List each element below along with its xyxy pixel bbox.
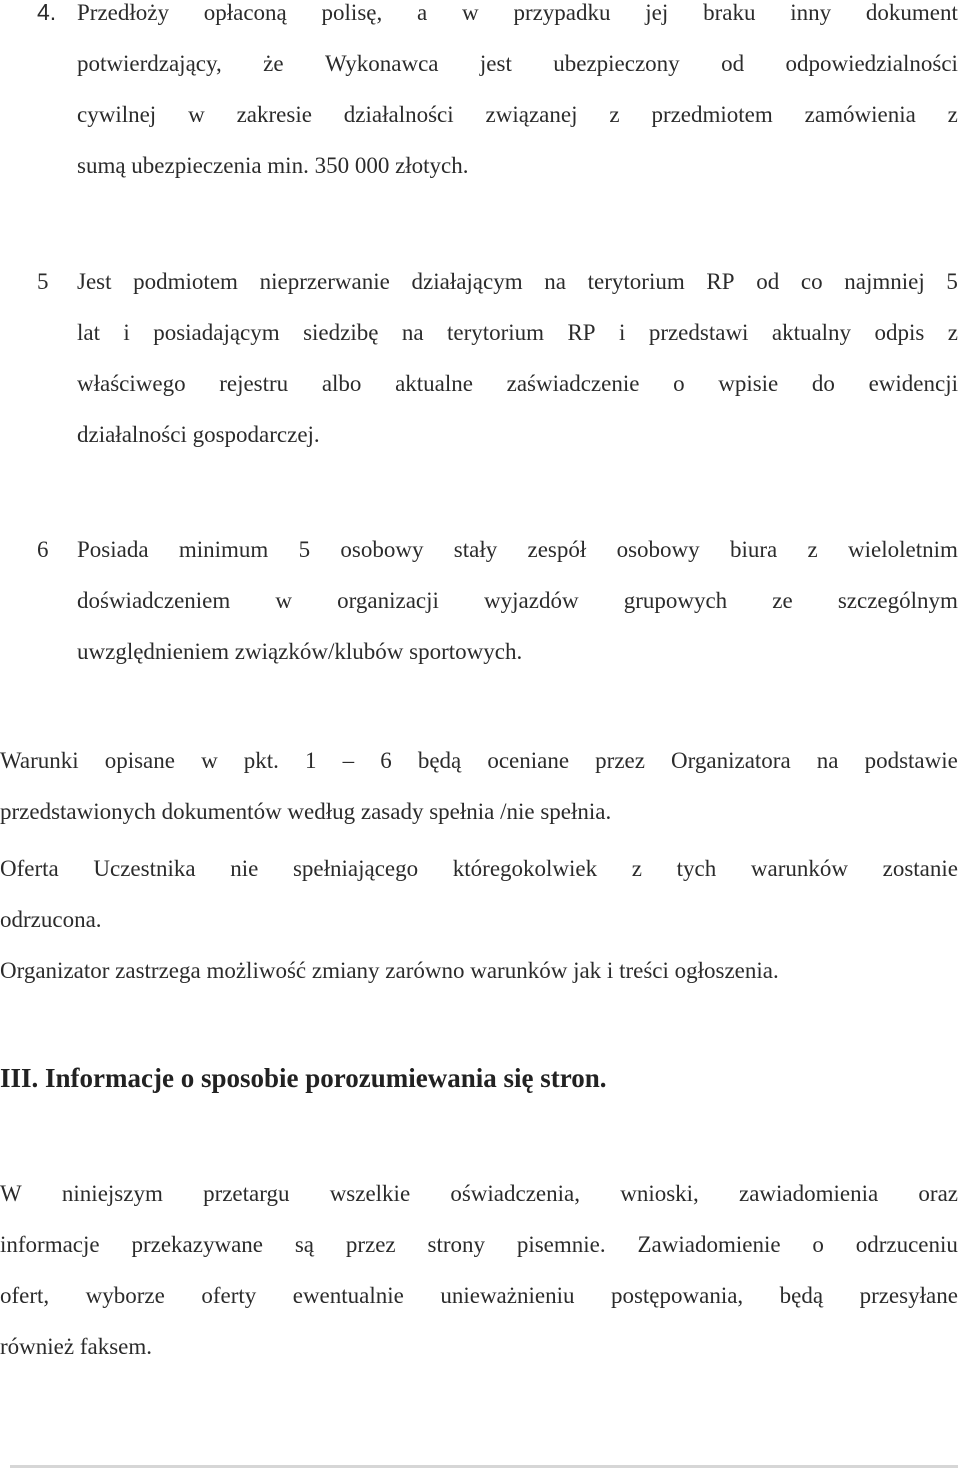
word: doświadczeniem bbox=[77, 587, 231, 613]
word: związanej bbox=[485, 101, 578, 127]
word: Oferta bbox=[0, 855, 59, 881]
word: wszelkie bbox=[329, 1180, 411, 1206]
word: 5 bbox=[298, 536, 311, 562]
word: pkt. bbox=[243, 747, 279, 773]
word: rejestru bbox=[219, 370, 289, 396]
word: właściwego bbox=[77, 370, 186, 396]
word: polisę, bbox=[321, 0, 383, 25]
word: organizacji bbox=[337, 587, 439, 613]
word: do bbox=[811, 370, 835, 396]
word: jej bbox=[645, 0, 669, 25]
word: 6 bbox=[380, 747, 392, 773]
paragraph-line bbox=[77, 575, 958, 626]
word: Warunki bbox=[0, 747, 79, 773]
paragraph-line bbox=[77, 524, 958, 575]
word: niniejszym bbox=[61, 1180, 163, 1206]
word: zespół bbox=[527, 536, 587, 562]
word: działalności bbox=[343, 101, 454, 127]
paragraph-line: sumą ubezpieczenia min. 350 000 złotych. bbox=[77, 153, 469, 178]
word: odrzuceniu bbox=[855, 1231, 958, 1257]
word: przesyłane bbox=[859, 1282, 958, 1308]
paragraph-line: Organizator zastrzega możliwość zmiany zarówno warunków jak i treści ogłoszenia. bbox=[0, 958, 779, 983]
word: 5 bbox=[946, 268, 958, 294]
paragraph-line: uwzględnieniem związków/klubów sportowych. bbox=[77, 639, 523, 664]
list-item-5 bbox=[0, 256, 958, 460]
word: przekazywane bbox=[131, 1231, 263, 1257]
word: Wykonawca bbox=[324, 50, 439, 76]
word: od bbox=[721, 50, 745, 76]
word: na bbox=[544, 268, 566, 294]
word: albo bbox=[321, 370, 362, 396]
word: ewentualnie bbox=[292, 1282, 404, 1308]
paragraph-line: działalności gospodarczej. bbox=[77, 422, 320, 447]
word: Uczestnika bbox=[93, 855, 196, 881]
word: inny bbox=[790, 0, 832, 25]
paragraph-line bbox=[77, 0, 958, 38]
word: zostanie bbox=[882, 855, 958, 881]
word: cywilnej bbox=[77, 101, 157, 127]
word: szczególnym bbox=[837, 587, 958, 613]
paragraph-line: przedstawionych dokumentów według zasady spełnia /nie spełnia. bbox=[0, 799, 612, 824]
word: wpisie bbox=[718, 370, 779, 396]
word: pisemnie. bbox=[516, 1231, 606, 1257]
list-number: 5 bbox=[37, 269, 49, 294]
word: lat bbox=[77, 319, 100, 345]
word: Organizatora bbox=[671, 747, 791, 773]
word: od bbox=[756, 268, 780, 294]
word: siedzibę bbox=[303, 319, 379, 345]
word: nieprzerwanie bbox=[259, 268, 390, 294]
word: w bbox=[462, 0, 479, 25]
communication-paragraph bbox=[0, 1168, 958, 1372]
word: przedmiotem bbox=[651, 101, 773, 127]
paragraph-line bbox=[0, 1270, 958, 1321]
word: z bbox=[947, 101, 958, 127]
word: Przedłoży bbox=[77, 0, 169, 25]
word: podmiotem bbox=[133, 268, 238, 294]
paragraph-line bbox=[77, 256, 958, 307]
word: przez bbox=[345, 1231, 396, 1257]
paragraph-line bbox=[0, 735, 958, 786]
word: co bbox=[800, 268, 823, 294]
word: potwierdzający, bbox=[77, 50, 222, 76]
paragraph-line bbox=[0, 1168, 958, 1219]
word: będą bbox=[779, 1282, 824, 1308]
word: dokument bbox=[865, 0, 958, 25]
paragraph-line bbox=[77, 307, 958, 358]
word: stały bbox=[453, 536, 498, 562]
word: przetargu bbox=[203, 1180, 290, 1206]
word: na bbox=[816, 747, 839, 773]
word: przypadku bbox=[513, 0, 611, 25]
word: postępowania, bbox=[610, 1282, 744, 1308]
rejection-paragraph bbox=[0, 843, 958, 945]
word: aktualny bbox=[771, 319, 852, 345]
word: braku bbox=[703, 0, 756, 25]
word: aktualne bbox=[395, 370, 473, 396]
word: w bbox=[275, 587, 293, 613]
word: tych bbox=[676, 855, 717, 881]
paragraph-line bbox=[77, 38, 958, 89]
word: – bbox=[342, 747, 355, 773]
word: osobowy bbox=[616, 536, 700, 562]
paragraph-line bbox=[0, 843, 958, 894]
word: o bbox=[673, 370, 685, 396]
list-item-6 bbox=[0, 524, 958, 677]
list-item-4 bbox=[0, 0, 958, 191]
paragraph-line bbox=[77, 89, 958, 140]
word: biura bbox=[729, 536, 778, 562]
word: Jest bbox=[77, 268, 112, 294]
paragraph-line: również faksem. bbox=[0, 1334, 152, 1359]
word: terytorium bbox=[446, 319, 545, 345]
word: zamówienia bbox=[804, 101, 916, 127]
word: i bbox=[123, 319, 130, 345]
word: ze bbox=[772, 587, 793, 613]
paragraph-line bbox=[77, 358, 958, 409]
conditions-paragraph bbox=[0, 735, 958, 837]
word: i bbox=[619, 319, 626, 345]
word: wieloletnim bbox=[848, 536, 958, 562]
word: na bbox=[401, 319, 424, 345]
word: nie bbox=[230, 855, 259, 881]
word: podstawie bbox=[864, 747, 958, 773]
reservation-paragraph bbox=[0, 945, 958, 996]
word: o bbox=[812, 1231, 824, 1257]
word: przedstawi bbox=[648, 319, 749, 345]
word: spełniającego bbox=[292, 855, 419, 881]
word: oraz bbox=[918, 1180, 958, 1206]
word: minimum bbox=[178, 536, 269, 562]
word: z bbox=[609, 101, 620, 127]
word: opłaconą bbox=[203, 0, 287, 25]
word: z bbox=[807, 536, 818, 562]
word: w bbox=[201, 747, 218, 773]
word: W bbox=[0, 1180, 22, 1206]
word: posiadającym bbox=[153, 319, 280, 345]
word: będą bbox=[417, 747, 462, 773]
word: z bbox=[947, 319, 958, 345]
word: oświadczenia, bbox=[450, 1180, 580, 1206]
word: z bbox=[631, 855, 642, 881]
word: Zawiadomienie bbox=[637, 1231, 781, 1257]
word: któregokolwiek bbox=[452, 855, 598, 881]
word: ubezpieczony bbox=[553, 50, 680, 76]
word: w bbox=[188, 101, 205, 127]
word: oceniane bbox=[487, 747, 570, 773]
word: że bbox=[263, 50, 284, 76]
word: osobowy bbox=[340, 536, 424, 562]
list-number: 4. bbox=[37, 0, 57, 25]
word: zaświadczenie bbox=[506, 370, 640, 396]
word: odpowiedzialności bbox=[785, 50, 958, 76]
word: oferty bbox=[201, 1282, 257, 1308]
paragraph-line bbox=[0, 1219, 958, 1270]
word: warunków bbox=[750, 855, 848, 881]
word: RP bbox=[567, 319, 596, 345]
word: ofert, bbox=[0, 1282, 50, 1308]
word: wnioski, bbox=[620, 1180, 699, 1206]
word: zakresie bbox=[236, 101, 312, 127]
list-number: 6 bbox=[37, 537, 49, 562]
word: grupowych bbox=[623, 587, 728, 613]
word: Posiada bbox=[77, 536, 149, 562]
word: RP bbox=[706, 268, 735, 294]
word: 1 bbox=[305, 747, 317, 773]
word: informacje bbox=[0, 1231, 100, 1257]
word: wyborze bbox=[85, 1282, 165, 1308]
word: terytorium bbox=[587, 268, 685, 294]
word: opisane bbox=[104, 747, 175, 773]
word: unieważnieniu bbox=[440, 1282, 575, 1308]
word: ewidencji bbox=[868, 370, 958, 396]
footer-divider bbox=[10, 1465, 958, 1468]
word: odpis bbox=[874, 319, 925, 345]
word: najmniej bbox=[844, 268, 925, 294]
word: strony bbox=[427, 1231, 485, 1257]
word: przez bbox=[595, 747, 645, 773]
section-heading: III. Informacje o sposobie porozumiewania się stron. bbox=[0, 1063, 607, 1093]
word: zawiadomienia bbox=[739, 1180, 879, 1206]
word: a bbox=[417, 0, 428, 25]
word: jest bbox=[479, 50, 512, 76]
word: działającym bbox=[411, 268, 523, 294]
word: wyjazdów bbox=[484, 587, 579, 613]
paragraph-line: odrzucona. bbox=[0, 907, 102, 932]
word: są bbox=[294, 1231, 315, 1257]
